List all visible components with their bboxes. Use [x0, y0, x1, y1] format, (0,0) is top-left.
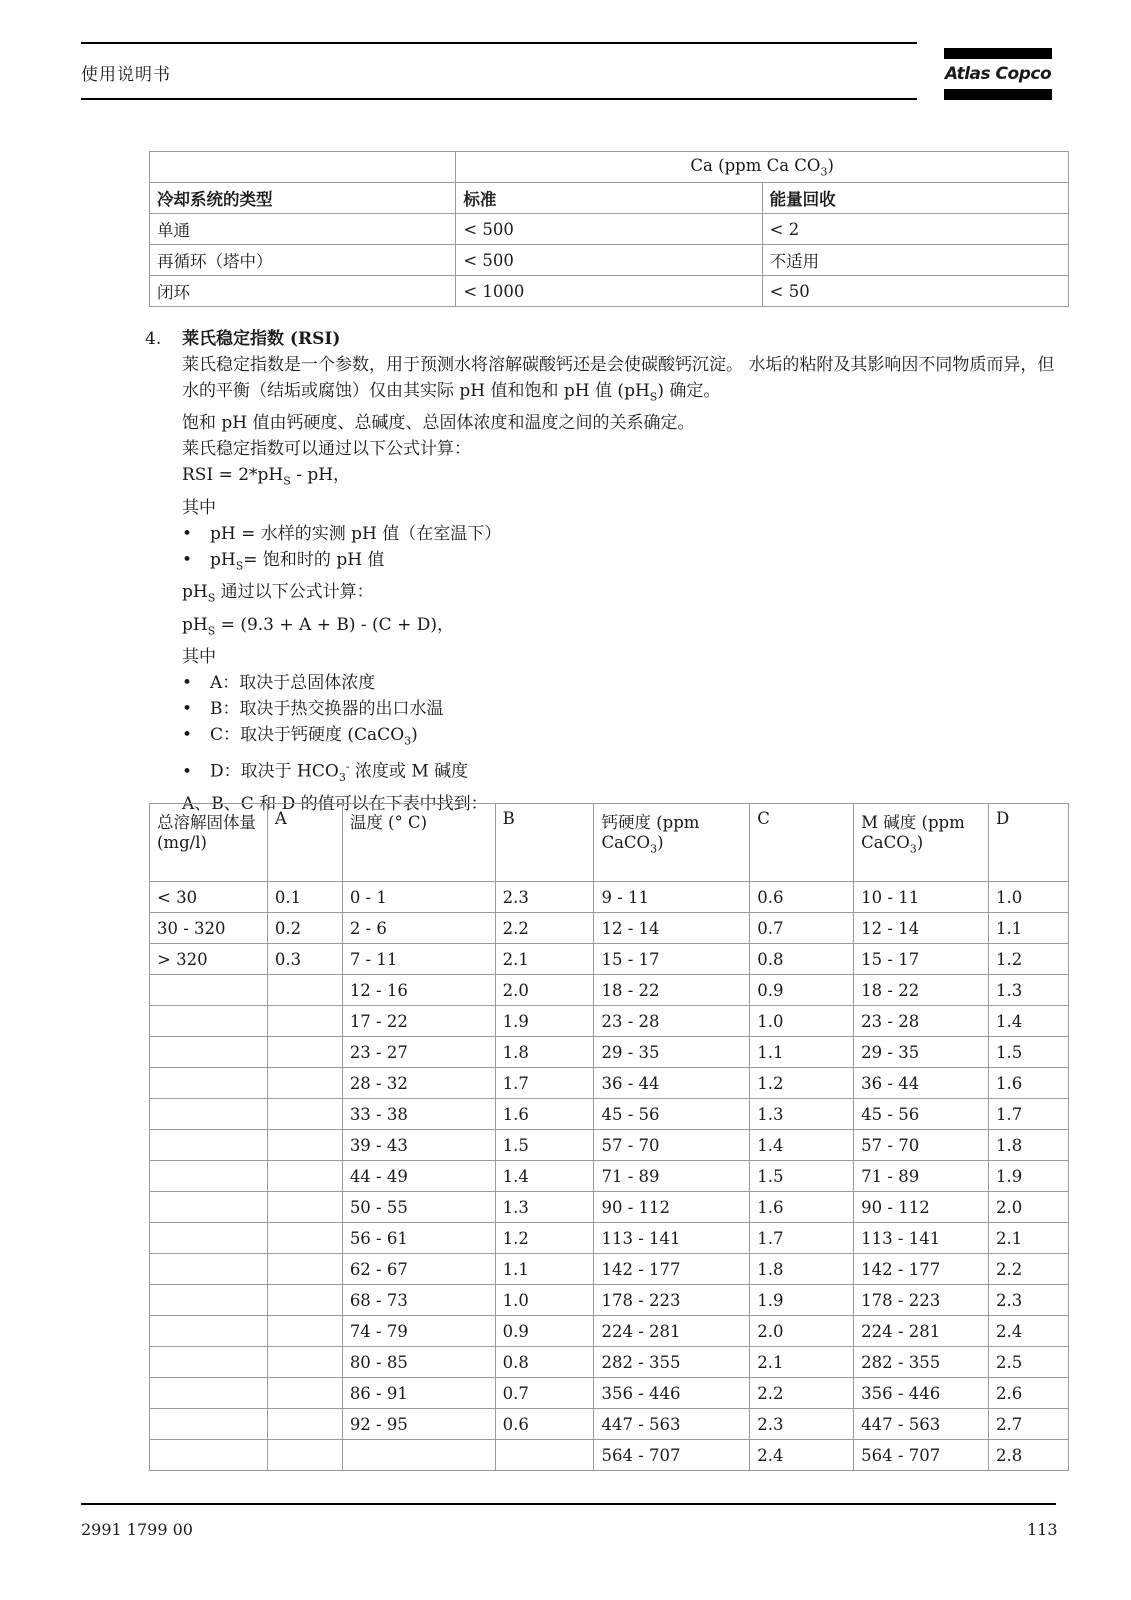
table-cell: 56 - 61 — [342, 1223, 495, 1254]
table-cell: 1.1 — [495, 1254, 594, 1285]
table-cell: 2.2 — [989, 1254, 1069, 1285]
table-cell: 1.1 — [989, 913, 1069, 944]
table-cell: 10 - 11 — [854, 882, 989, 913]
table-cell: 447 - 563 — [594, 1409, 750, 1440]
table-row — [150, 1223, 1069, 1254]
table-cell: 12 - 14 — [594, 913, 750, 944]
column-header-standard: 标准 — [456, 183, 762, 214]
paragraph: 莱氏稳定指数是一个参数，用于预测水将溶解碳酸钙还是会使碳酸钙沉淀。 水垢的粘附及其影响因不同物质而异，但水的平衡（结垢或腐蚀）仅由其实际 pH 值和饱和 pH 值 $(pH_S)$ 确定。 — [182, 355, 1055, 404]
table-cell: 74 - 79 — [342, 1316, 495, 1347]
table-cell: < 2 — [762, 214, 1068, 245]
table-cell — [495, 1440, 594, 1471]
table-cell: 142 - 177 — [594, 1254, 750, 1285]
table-cell: 0.7 — [750, 913, 854, 944]
table-cell — [150, 152, 456, 183]
table-cell — [150, 1347, 268, 1378]
table-cell: 0.2 — [267, 913, 342, 944]
footer-rule — [81, 1503, 1056, 1505]
table-cell — [150, 1316, 268, 1347]
table-cell: 2.4 — [989, 1316, 1069, 1347]
table-cell: 2.6 — [989, 1378, 1069, 1409]
table-cell: 62 - 67 — [342, 1254, 495, 1285]
table-cell: 1.2 — [989, 944, 1069, 975]
table-cell: 1.3 — [750, 1099, 854, 1130]
document-title: 使用说明书 — [81, 65, 171, 85]
table-cell: 0.6 — [495, 1409, 594, 1440]
table-cell: 0.6 — [750, 882, 854, 913]
table-row — [150, 1037, 1069, 1068]
table-cell: 45 - 56 — [594, 1099, 750, 1130]
table-cell: 36 - 44 — [854, 1068, 989, 1099]
column-header-energy-recovery: 能量回收 — [762, 183, 1068, 214]
table-row — [150, 245, 1069, 276]
table-cell — [150, 1223, 268, 1254]
table-cell: < 1000 — [456, 276, 762, 307]
table-cell — [150, 1068, 268, 1099]
table-cell: 2.0 — [989, 1192, 1069, 1223]
table-cell: 2.1 — [750, 1347, 854, 1378]
table-cell: 1.0 — [750, 1006, 854, 1037]
table-row — [150, 1161, 1069, 1192]
table-cell: 9 - 11 — [594, 882, 750, 913]
table-cell: 356 - 446 — [594, 1378, 750, 1409]
table-cell: 90 - 112 — [594, 1192, 750, 1223]
table-cell — [150, 1409, 268, 1440]
table-cell: 1.4 — [495, 1161, 594, 1192]
table-cell: 0 - 1 — [342, 882, 495, 913]
table-cell — [150, 1440, 268, 1471]
table-cell: 23 - 28 — [854, 1006, 989, 1037]
table-cell: 18 - 22 — [594, 975, 750, 1006]
table-row — [150, 1285, 1069, 1316]
table-cell: 1.7 — [750, 1223, 854, 1254]
table-row — [150, 882, 1069, 913]
table-row — [150, 1347, 1069, 1378]
table-cell: 282 - 355 — [854, 1347, 989, 1378]
table-cell: 50 - 55 — [342, 1192, 495, 1223]
table-cell: 1.3 — [989, 975, 1069, 1006]
table-cell: 33 - 38 — [342, 1099, 495, 1130]
document-code: 2991 1799 00 — [81, 1520, 193, 1539]
table-row — [150, 214, 1069, 245]
table-cell: 2.3 — [495, 882, 594, 913]
table-cell — [267, 1068, 342, 1099]
table-row — [150, 1130, 1069, 1161]
table-cell: 1.5 — [750, 1161, 854, 1192]
table-cell — [267, 1099, 342, 1130]
table-cell — [267, 1161, 342, 1192]
table-cell: 2.5 — [989, 1347, 1069, 1378]
page-number: 113 — [1027, 1520, 1058, 1539]
table-cell: 1.9 — [495, 1006, 594, 1037]
table-cell: 1.2 — [495, 1223, 594, 1254]
table-cell: 1.5 — [495, 1130, 594, 1161]
table-cell — [150, 1099, 268, 1130]
table-cell: 36 - 44 — [594, 1068, 750, 1099]
formula-phs: $pH_S = (9.3 + A + B) - (C + D)$， — [182, 614, 454, 637]
table-cell: 2.3 — [989, 1285, 1069, 1316]
paragraph: 其中 — [182, 497, 216, 518]
table-cell — [267, 1254, 342, 1285]
table-cell: 224 - 281 — [594, 1316, 750, 1347]
column-header-c: C — [750, 804, 854, 882]
table-cell: 15 - 17 — [854, 944, 989, 975]
bullet-item: • A：取决于总固体浓度 — [182, 672, 376, 693]
rsi-values-table — [149, 803, 1069, 1471]
table-cell: 44 - 49 — [342, 1161, 495, 1192]
table-row — [150, 1440, 1069, 1471]
paragraph: 其中 — [182, 646, 216, 667]
table-row — [150, 1316, 1069, 1347]
table-cell — [342, 1440, 495, 1471]
table-cell — [267, 1037, 342, 1068]
table-cell: 0.8 — [750, 944, 854, 975]
table-cell: 2.1 — [495, 944, 594, 975]
logo-bar-top — [944, 48, 1052, 59]
table-cell: 0.3 — [267, 944, 342, 975]
paragraph: 莱氏稳定指数可以通过以下公式计算： — [182, 439, 471, 460]
calcium-limits-table — [149, 151, 1069, 307]
table-cell: 178 - 223 — [594, 1285, 750, 1316]
table-cell — [150, 1285, 268, 1316]
table-cell — [267, 1223, 342, 1254]
table-cell: 单通 — [150, 214, 456, 245]
table-cell: 1.9 — [750, 1285, 854, 1316]
table-cell: 71 - 89 — [854, 1161, 989, 1192]
table-cell: 447 - 563 — [854, 1409, 989, 1440]
table-cell: 再循环（塔中） — [150, 245, 456, 276]
table-row — [150, 1068, 1069, 1099]
column-header-m-alkalinity: M 碱度 (ppm CaCO$_3$) — [854, 804, 989, 882]
table-cell: 2.3 — [750, 1409, 854, 1440]
table-cell: < 500 — [456, 245, 762, 276]
section-number: 4. — [145, 329, 162, 349]
table-cell: 2.7 — [989, 1409, 1069, 1440]
header-rule-top — [81, 42, 917, 44]
table-cell — [267, 975, 342, 1006]
column-header-b: B — [495, 804, 594, 882]
table-row — [150, 944, 1069, 975]
table-cell: 39 - 43 — [342, 1130, 495, 1161]
column-header-a: A — [267, 804, 342, 882]
table-cell: 1.2 — [750, 1068, 854, 1099]
table-cell: 92 - 95 — [342, 1409, 495, 1440]
column-header-cooling-type: 冷却系统的类型 — [150, 183, 456, 214]
table-cell: 2.1 — [989, 1223, 1069, 1254]
column-header-tds: 总溶解固体量 (mg/l) — [150, 804, 268, 882]
table-header-row — [150, 152, 1069, 183]
bullet-item: • $pH_S=$ 饱和时的 pH 值 — [182, 549, 385, 573]
table-cell — [267, 1378, 342, 1409]
table-cell — [267, 1006, 342, 1037]
table-cell: 2.4 — [750, 1440, 854, 1471]
table-cell: 2.0 — [750, 1316, 854, 1347]
table-cell: 17 - 22 — [342, 1006, 495, 1037]
table-cell: 224 - 281 — [854, 1316, 989, 1347]
table-cell — [150, 1378, 268, 1409]
table-cell: 1.7 — [495, 1068, 594, 1099]
paragraph: $pH_S$ 通过以下公式计算： — [182, 582, 374, 605]
table-cell: 1.1 — [750, 1037, 854, 1068]
section-heading: 莱氏稳定指数 (RSI) — [182, 329, 341, 349]
table-header-row — [150, 183, 1069, 214]
table-row — [150, 1099, 1069, 1130]
rsi-table-body — [150, 882, 1069, 1471]
table-cell: 57 - 70 — [854, 1130, 989, 1161]
table-cell: 564 - 707 — [594, 1440, 750, 1471]
bullet-item: • C：取决于钙硬度 (CaCO$_3$) — [182, 724, 418, 748]
table-cell: 0.1 — [267, 882, 342, 913]
table-cell: 12 - 16 — [342, 975, 495, 1006]
table-cell: 71 - 89 — [594, 1161, 750, 1192]
table-cell — [150, 1192, 268, 1223]
table-cell: 90 - 112 — [854, 1192, 989, 1223]
table-cell: 142 - 177 — [854, 1254, 989, 1285]
table-row — [150, 1192, 1069, 1223]
table-cell: 564 - 707 — [854, 1440, 989, 1471]
table-cell: 178 - 223 — [854, 1285, 989, 1316]
table-cell — [267, 1285, 342, 1316]
table-row — [150, 975, 1069, 1006]
table-cell: < 500 — [456, 214, 762, 245]
table-row — [150, 276, 1069, 307]
table-cell: 1.9 — [989, 1161, 1069, 1192]
table-cell: 1.4 — [750, 1130, 854, 1161]
table-cell: 1.0 — [495, 1285, 594, 1316]
table-row — [150, 1409, 1069, 1440]
table-header-row — [150, 804, 1069, 882]
atlas-copco-logo — [944, 48, 1052, 100]
table-cell: 86 - 91 — [342, 1378, 495, 1409]
table-cell: 1.5 — [989, 1037, 1069, 1068]
table-cell: 1.8 — [495, 1037, 594, 1068]
table-row — [150, 1254, 1069, 1285]
table-cell: 15 - 17 — [594, 944, 750, 975]
bullet-item: • D：取决于 $HCO_3^-$ 浓度或 M 碱度 — [182, 760, 469, 785]
table-row — [150, 1378, 1069, 1409]
table-cell: 68 - 73 — [342, 1285, 495, 1316]
table-cell — [267, 1409, 342, 1440]
table-cell: 23 - 28 — [594, 1006, 750, 1037]
table-cell: 1.8 — [989, 1130, 1069, 1161]
table-cell: 113 - 141 — [854, 1223, 989, 1254]
bullet-item: • pH = 水样的实测 pH 值（在室温下） — [182, 523, 502, 544]
table-cell — [150, 1254, 268, 1285]
table-cell: 18 - 22 — [854, 975, 989, 1006]
table-cell — [267, 1192, 342, 1223]
table-cell — [150, 1037, 268, 1068]
table-cell: 29 - 35 — [594, 1037, 750, 1068]
table-cell — [150, 1130, 268, 1161]
table-cell: 2.8 — [989, 1440, 1069, 1471]
header-rule-bottom — [81, 98, 917, 100]
table-cell: 0.9 — [750, 975, 854, 1006]
table-cell: 1.6 — [750, 1192, 854, 1223]
table-cell: 1.0 — [989, 882, 1069, 913]
ca-ppm-header: Ca (ppm Ca $CO_3$) — [456, 152, 1069, 183]
table-cell: 57 - 70 — [594, 1130, 750, 1161]
table-cell: 1.6 — [495, 1099, 594, 1130]
table-cell — [267, 1440, 342, 1471]
table-cell: 0.7 — [495, 1378, 594, 1409]
paragraph: 饱和 pH 值由钙硬度、总碱度、总固体浓度和温度之间的关系确定。 — [182, 413, 695, 434]
table-cell — [150, 975, 268, 1006]
table-cell: 闭环 — [150, 276, 456, 307]
table-cell: 28 - 32 — [342, 1068, 495, 1099]
table-row — [150, 913, 1069, 944]
table-cell: 2.2 — [750, 1378, 854, 1409]
table-cell: 2.2 — [495, 913, 594, 944]
table-cell: 12 - 14 — [854, 913, 989, 944]
section-body — [182, 352, 1062, 817]
table-cell: 1.4 — [989, 1006, 1069, 1037]
table-cell: 30 - 320 — [150, 913, 268, 944]
table-cell: 1.7 — [989, 1099, 1069, 1130]
table-cell — [267, 1316, 342, 1347]
table-cell — [267, 1130, 342, 1161]
table-cell: 113 - 141 — [594, 1223, 750, 1254]
bullet-item: • B：取决于热交换器的出口水温 — [182, 698, 444, 719]
formula-rsi: RSI = $2*pH_S$ - pH， — [182, 465, 351, 488]
table-cell: 1.3 — [495, 1192, 594, 1223]
table-row — [150, 1006, 1069, 1037]
column-header-temperature: 温度 (° C) — [342, 804, 495, 882]
table-cell: 45 - 56 — [854, 1099, 989, 1130]
logo-text: Atlas Copco — [944, 64, 1052, 84]
table-cell: 29 - 35 — [854, 1037, 989, 1068]
logo-bar-bottom — [944, 89, 1052, 100]
table-cell: < 50 — [762, 276, 1068, 307]
column-header-calcium-hardness: 钙硬度 (ppm CaCO$_3$) — [594, 804, 750, 882]
paragraph: A、B、C 和 D 的值可以在下表中找到： — [182, 794, 488, 815]
table-cell: 0.9 — [495, 1316, 594, 1347]
table-cell: < 30 — [150, 882, 268, 913]
table-cell: 0.8 — [495, 1347, 594, 1378]
table-cell: 356 - 446 — [854, 1378, 989, 1409]
table-cell: 1.8 — [750, 1254, 854, 1285]
table-cell — [150, 1006, 268, 1037]
table-cell — [150, 1161, 268, 1192]
table-cell: 不适用 — [762, 245, 1068, 276]
table-cell: 7 - 11 — [342, 944, 495, 975]
table-cell: 80 - 85 — [342, 1347, 495, 1378]
table-cell: 1.6 — [989, 1068, 1069, 1099]
column-header-d: D — [989, 804, 1069, 882]
table-cell: 2 - 6 — [342, 913, 495, 944]
table-cell: 2.0 — [495, 975, 594, 1006]
table-cell — [267, 1347, 342, 1378]
table-cell: > 320 — [150, 944, 268, 975]
table-cell: 282 - 355 — [594, 1347, 750, 1378]
table-cell: 23 - 27 — [342, 1037, 495, 1068]
